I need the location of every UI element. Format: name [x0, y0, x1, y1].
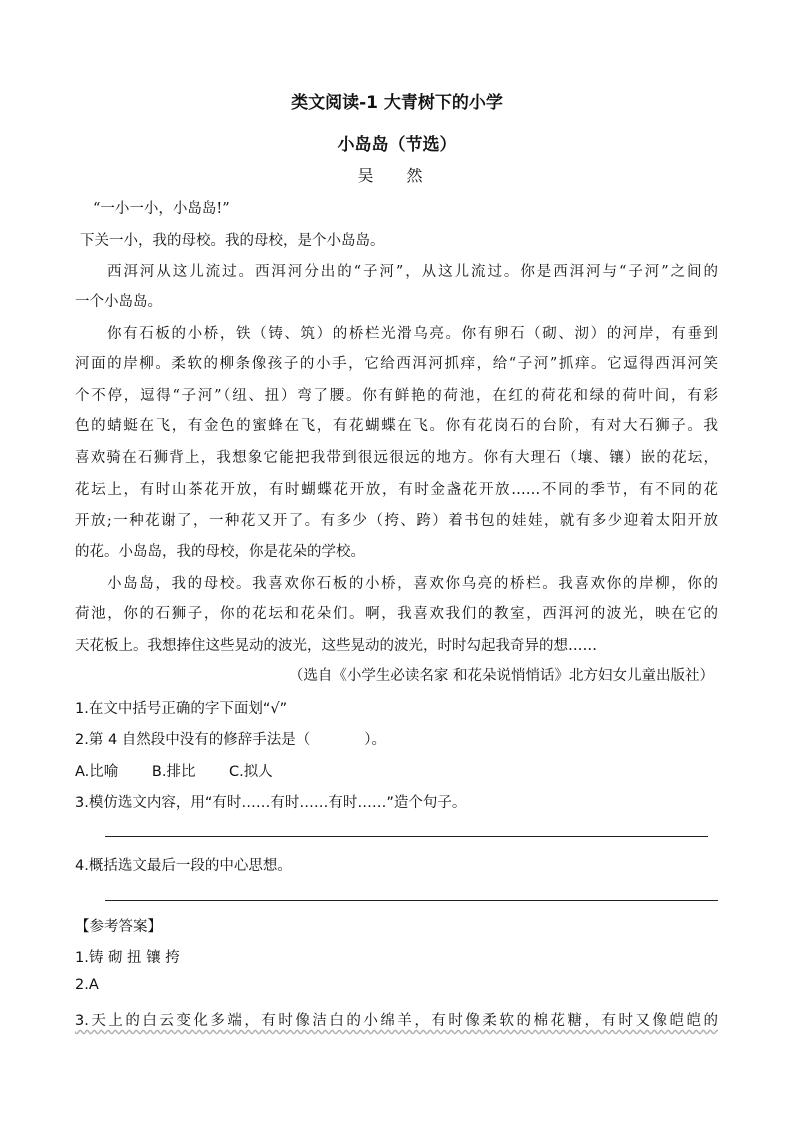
paragraph-5-line-1: 小岛岛，我的母校。我喜欢你石板的小桥，喜欢你乌亮的桥栏。我喜欢你的岸柳，你的 — [107, 576, 718, 592]
paragraph-4-line-3: 个不停，逗得“子河”（纽、扭）弯了腰。你有鲜艳的荷池，在红的荷花和绿的荷叶间，有彩 — [75, 388, 718, 404]
question-4: 4.概括选文最后一段的中心思想。 — [75, 858, 292, 874]
answer-3-text: 3.天上的白云变化多端，有时像洁白的小绵羊，有时像柔软的棉花糖，有时又像皑皑的 — [75, 1013, 718, 1029]
paragraph-4-line-8: 的花。小岛岛，我的母校，你是花朵的学校。 — [75, 544, 365, 560]
page-title: 类文阅读-1 大青树下的小学 — [291, 93, 503, 113]
source-citation: （选自《小学生必读名家 和花朵说悄悄话》北方妇女儿童出版社） — [288, 668, 714, 684]
question-2-close: ）。 — [364, 732, 387, 748]
question-1: 1.在文中括号正确的字下面划“√” — [75, 701, 288, 717]
paragraph-3-line-2: 一个小岛岛。 — [75, 294, 162, 310]
answer-2: 2.A — [75, 977, 99, 993]
question-2 — [75, 728, 386, 749]
question-2-options: A.比喻 B.排比 C.拟人 — [75, 764, 273, 780]
answer-1: 1.铸 砌 扭 镶 挎 — [75, 950, 180, 966]
answer-line-1 — [105, 836, 708, 837]
paragraph-5-line-2: 荷池，你的石狮子，你的花坛和花朵们。啊，我喜欢我们的教室，西洱河的波光，映在它的 — [75, 606, 718, 622]
passage-title: 小岛岛（节选） — [337, 135, 457, 155]
paragraph-3-line-1: 西洱河从这儿流过。西洱河分出的“子河”，从这儿流过。你是西洱河与“子河”之间的 — [107, 264, 718, 280]
answers-heading: 【参考答案】 — [75, 919, 162, 935]
question-2-text: 2.第 4 自然段中没有的修辞手法是（ — [75, 732, 311, 748]
paragraph-2: 下关一小，我的母校。我的母校，是个小岛岛。 — [80, 233, 385, 249]
author: 吴 然 — [357, 166, 437, 185]
paragraph-5-line-3: 天花板上。我想捧住这些晃动的波光，这些晃动的波光，时时勾起我奇异的想…… — [75, 638, 597, 654]
paragraph-4-line-1: 你有石板的小桥，铁（铸、筑）的桥栏光滑乌亮。你有卵石（砌、沏）的河岸，有垂到 — [107, 326, 718, 342]
paragraph-1: “一小一小，小岛岛!” — [93, 201, 230, 217]
paragraph-4-line-7: 开放;一种花谢了，一种花又开了。有多少（挎、跨）着书包的娃娃，就有多少迎着太阳开放 — [75, 513, 718, 529]
question-3: 3.模仿选文内容，用“有时……有时……有时……”造个句子。 — [75, 795, 467, 811]
answer-line-2 — [105, 900, 718, 901]
paragraph-4-line-4: 色的蜻蜓在飞，有金色的蜜蜂在飞，有花蝴蝶在飞。你有花岗石的台阶，有对大石狮子。我 — [75, 418, 718, 434]
paragraph-4-line-6: 花坛上，有时山茶花开放，有时蝴蝶花开放，有时金盏花开放……不同的季节，有不同的花 — [75, 482, 718, 498]
answer-3 — [75, 1009, 718, 1030]
paragraph-4-line-5: 喜欢骑在石狮背上，我想象它能把我带到很远很远的地方。你有大理石（壤、镶）嵌的花坛， — [75, 450, 718, 466]
paragraph-4-line-2: 河面的岸柳。柔软的柳条像孩子的小手，它给西洱河抓痒，给“子河”抓痒。它逗得西洱河笑 — [75, 356, 718, 372]
